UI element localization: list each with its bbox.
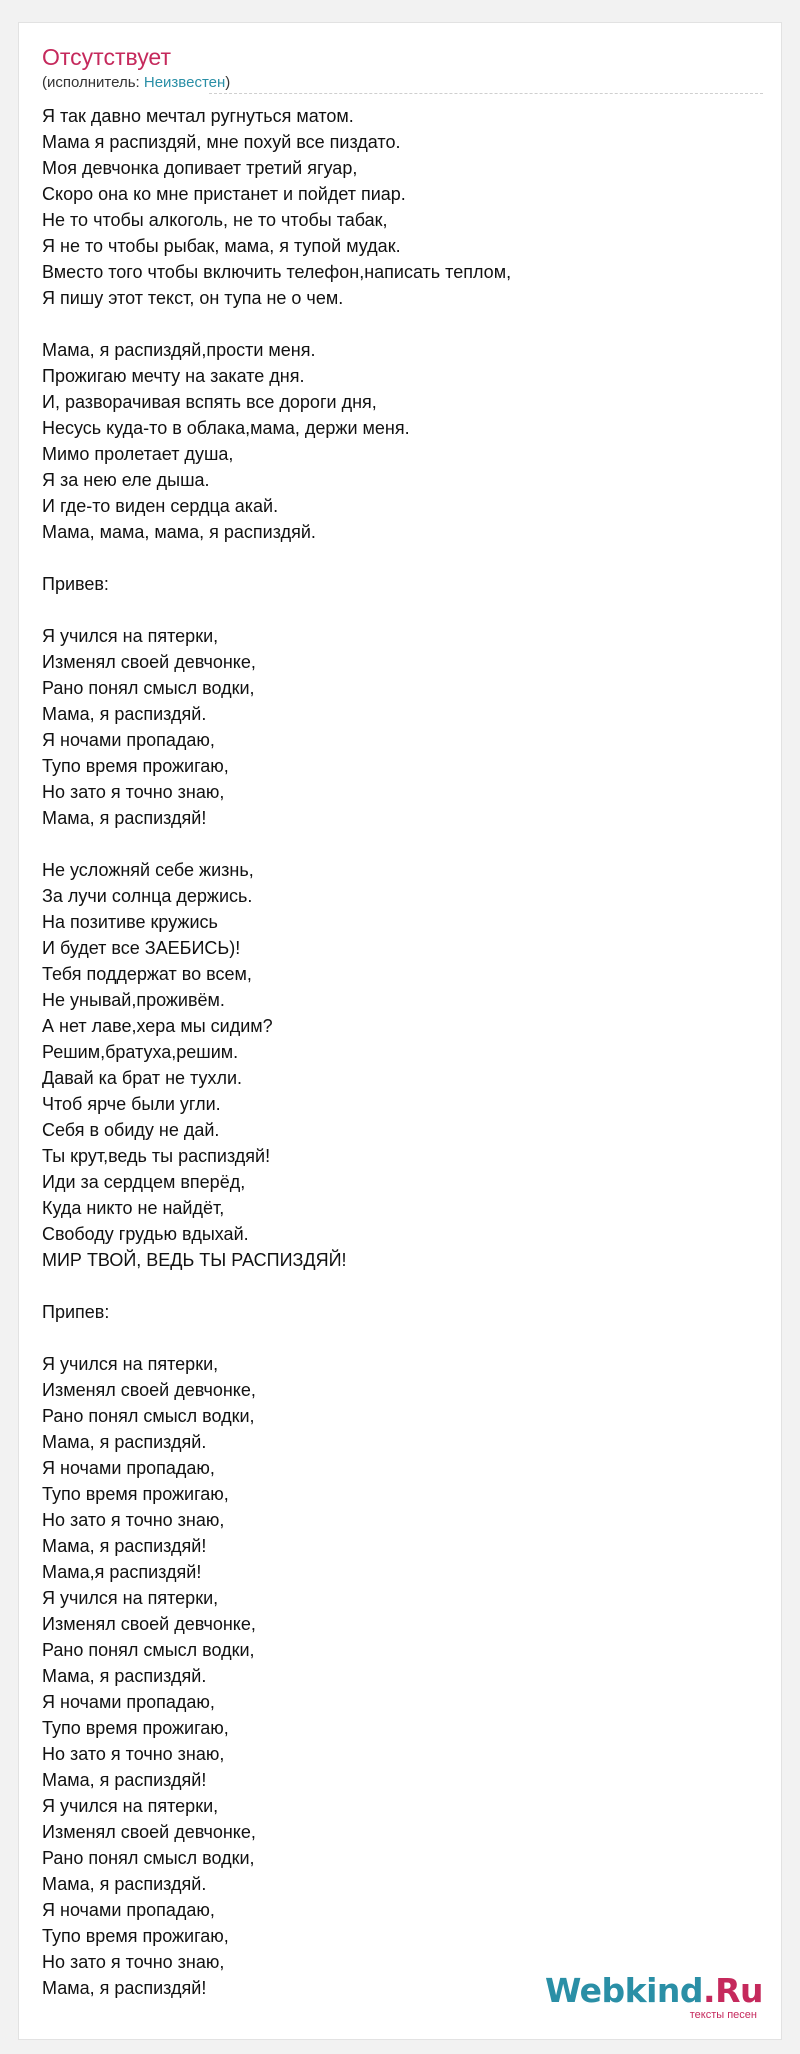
lyric-line: Свободу грудью вдыхай. <box>42 1224 249 1244</box>
lyric-line: Я пишу этот текст, он тупа не о чем. <box>42 288 344 308</box>
lyric-line <box>42 311 762 337</box>
lyric-line: Несусь куда-то в облака,мама, держи меня. <box>42 418 410 438</box>
lyric-line: Я учился на пятерки, <box>42 1588 219 1608</box>
lyric-line: Рано понял смысл водки, <box>42 678 255 698</box>
lyric-line: Мимо пролетает душа, <box>42 444 234 464</box>
lyric-line: Чтоб ярче были угли. <box>42 1094 221 1114</box>
lyric-line: Но зато я точно знаю, <box>42 1510 225 1530</box>
lyric-line: Мама, мама, мама, я распиздяй. <box>42 522 316 542</box>
lyric-line: Мама, я распиздяй. <box>42 1666 207 1686</box>
lyric-line: На позитиве кружись <box>42 912 218 932</box>
lyric-line <box>42 831 762 857</box>
lyric-line: Я учился на пятерки, <box>42 1354 219 1374</box>
song-title: Отсутствует <box>42 44 171 70</box>
artist-suffix: ) <box>225 74 231 91</box>
lyric-line: Тебя поддержат во всем, <box>42 964 252 984</box>
artist-line <box>42 74 230 92</box>
lyric-line: Мама, я распиздяй! <box>42 1978 207 1998</box>
logo-tagline: тексты песен <box>689 2009 757 2021</box>
lyric-line: Я за нею еле дыша. <box>42 470 210 490</box>
lyric-line: Тупо время прожигаю, <box>42 1926 229 1946</box>
lyric-line: Не усложняй себе жизнь, <box>42 860 254 880</box>
lyric-line: Изменял своей девчонке, <box>42 1380 256 1400</box>
lyric-line <box>42 1325 762 1351</box>
lyric-line: И где-то виден сердца акай. <box>42 496 279 516</box>
lyric-line: Моя девчонка допивает третий ягуар, <box>42 158 358 178</box>
lyric-line: А нет лаве,хера мы сидим? <box>42 1016 273 1036</box>
lyric-line: Изменял своей девчонке, <box>42 1614 256 1634</box>
lyric-line: Тупо время прожигаю, <box>42 1718 229 1738</box>
lyric-line: Иди за сердцем вперёд, <box>42 1172 246 1192</box>
lyric-line: Я так давно мечтал ругнуться матом. <box>42 106 354 126</box>
lyric-line: Куда никто не найдёт, <box>42 1198 225 1218</box>
lyric-line: Решим,братуха,решим. <box>42 1042 239 1062</box>
lyrics-card <box>18 22 782 2040</box>
lyric-line: Мама, я распиздяй! <box>42 808 207 828</box>
lyric-line: Мама, я распиздяй. <box>42 1432 207 1452</box>
lyric-line: И будет все ЗАЕБИСЬ)! <box>42 938 241 958</box>
lyric-line: Мама, я распиздяй. <box>42 1874 207 1894</box>
lyric-line: Не то чтобы алкоголь, не то чтобы табак, <box>42 210 388 230</box>
lyric-line: Я ночами пропадаю, <box>42 1692 215 1712</box>
lyric-line: Но зато я точно знаю, <box>42 1952 225 1972</box>
lyric-line <box>42 597 762 623</box>
lyric-line: Себя в обиду не дай. <box>42 1120 220 1140</box>
lyric-line <box>42 1273 762 1299</box>
lyric-line: Привев: <box>42 574 109 594</box>
lyric-line: МИР ТВОЙ, ВЕДЬ ТЫ РАСПИЗДЯЙ! <box>42 1250 347 1270</box>
lyric-line: Я ночами пропадаю, <box>42 730 215 750</box>
artist-prefix: (исполнитель: <box>42 74 144 91</box>
lyric-line: Изменял своей девчонке, <box>42 652 256 672</box>
lyric-line: Тупо время прожигаю, <box>42 1484 229 1504</box>
artist-link[interactable]: Неизвестен <box>143 74 226 91</box>
lyric-line: Мама я распиздяй, мне похуй все пиздато. <box>42 132 401 152</box>
logo-wordmark <box>545 1971 763 2011</box>
lyric-line: Я ночами пропадаю, <box>42 1458 215 1478</box>
lyric-line: Мама, я распиздяй. <box>42 704 207 724</box>
lyric-line: Мама, я распиздяй! <box>42 1770 207 1790</box>
lyrics-text <box>42 103 762 2001</box>
logo-name: Webkind <box>544 1971 704 2010</box>
lyric-line: За лучи солнца держись. <box>42 886 253 906</box>
lyric-line: Мама, я распиздяй,прости меня. <box>42 340 316 360</box>
lyric-line: Но зато я точно знаю, <box>42 1744 225 1764</box>
lyric-line: Рано понял смысл водки, <box>42 1406 255 1426</box>
lyric-line: Ты крут,ведь ты распиздяй! <box>42 1146 271 1166</box>
lyric-line: Я не то чтобы рыбак, мама, я тупой мудак. <box>42 236 401 256</box>
lyric-line: Мама,я распиздяй! <box>42 1562 202 1582</box>
lyric-line: Мама, я распиздяй! <box>42 1536 207 1556</box>
lyric-line: Скоро она ко мне пристанет и пойдет пиар. <box>42 184 406 204</box>
lyric-line: Изменял своей девчонке, <box>42 1822 256 1842</box>
lyric-line: Я учился на пятерки, <box>42 626 219 646</box>
site-logo[interactable] <box>544 1971 763 2023</box>
lyric-line: И, разворачивая вспять все дороги дня, <box>42 392 377 412</box>
lyric-line: Припев: <box>42 1302 110 1322</box>
lyric-line: Давай ка брат не тухли. <box>42 1068 243 1088</box>
lyric-line: Но зато я точно знаю, <box>42 782 225 802</box>
logo-tld: .Ru <box>703 1971 763 2010</box>
lyric-line: Рано понял смысл водки, <box>42 1640 255 1660</box>
lyric-line: Я ночами пропадаю, <box>42 1900 215 1920</box>
header-divider <box>209 93 763 94</box>
lyric-line: Рано понял смысл водки, <box>42 1848 255 1868</box>
lyric-line: Не унывай,проживём. <box>42 990 225 1010</box>
lyric-line: Вместо того чтобы включить телефон,написать теплом, <box>42 262 512 282</box>
lyric-line <box>42 545 762 571</box>
lyric-line: Я учился на пятерки, <box>42 1796 219 1816</box>
lyric-line: Прожигаю мечту на закате дня. <box>42 366 305 386</box>
lyric-line: Тупо время прожигаю, <box>42 756 229 776</box>
